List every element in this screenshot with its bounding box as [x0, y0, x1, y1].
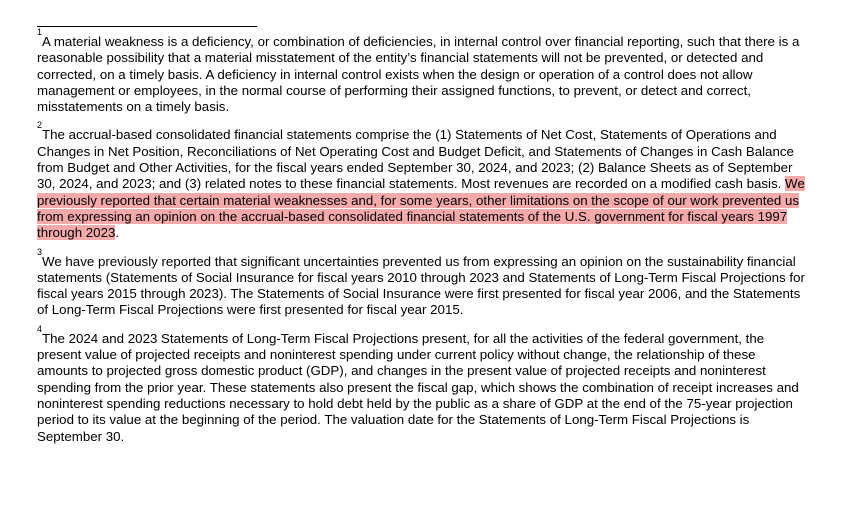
- footnote-3-text: We have previously reported that significant uncertainties prevented us from expressing an opinion on the sustainability financial statements (Statements of Social Insurance for fiscal years 2010 through 2023 and Statements of Long-Term Fiscal Projections for fiscal years 2015 through 2023). The Statements of Social Insurance were first presented for fiscal year 2006, and the Statements of Long-Term Fiscal Projections were first presented for fiscal year 2015.: [37, 253, 805, 318]
- footnote-4: [37, 323, 807, 445]
- footnote-3-number: 3: [37, 246, 43, 257]
- footnote-2-number: 2: [37, 120, 43, 131]
- footnote-3: [37, 246, 807, 319]
- footnote-2-trailing-text: .: [115, 225, 120, 241]
- footnote-2: [37, 120, 807, 241]
- footnote-separator: [37, 26, 257, 27]
- footnote-1-number: 1: [37, 27, 43, 37]
- footnote-2-text: The accrual-based consolidated financial statements comprise the (1) Statements of Net Cost, Statements of Operations and Changes in Net Position, Reconciliations of Net Operating Cost and Budget Deficit, and Statements of Changes in Cash Balance from Budget and Other Activities, for the fiscal years ended September 30, 2024, and 2023; (2) Balance Sheets as of September 30, 2024, and 2023; and (3) related notes to these financial statements. Most revenues are recorded on a modified cash basis.: [37, 127, 794, 192]
- footnote-4-number: 4: [37, 323, 43, 334]
- footnote-4-text: The 2024 and 2023 Statements of Long-Term Fiscal Projections present, for all the activities of the federal government, the present value of projected receipts and noninterest spending under current policy without change, the relationship of these amounts to projected gross domestic product (GDP), and changes in the present value of projected receipts and noninterest spending from the prior year. These statements also present the fiscal gap, which shows the combination of receipt increases and noninterest spending reductions necessary to hold debt held by the public as a share of GDP at the end of the 75-year projection period to its value at the beginning of the period. The valuation date for the Statements of Long-Term Fiscal Projections is September 30.: [37, 330, 799, 444]
- footnote-2-highlighted-text: We previously reported that certain material weaknesses and, for some years, other limitations on the scope of our work prevented us from expressing an opinion on the accrual-based consolidated financial statements of the U.S. government for fiscal years 1997 through 2023: [37, 176, 805, 241]
- footnotes-section: [37, 27, 807, 457]
- footnote-1-text: A material weakness is a deficiency, or combination of deficiencies, in internal control over financial reporting, such that there is a reasonable possibility that a material misstatement of the entity’s financial statements will not be prevented, or detected and corrected, on a timely basis. A deficiency in internal control exists when the design or operation of a control does not allow management or employees, in the normal course of performing their assigned functions, to prevent, or detect and correct, misstatements on a timely basis.: [37, 34, 800, 115]
- footnote-1: [37, 27, 807, 115]
